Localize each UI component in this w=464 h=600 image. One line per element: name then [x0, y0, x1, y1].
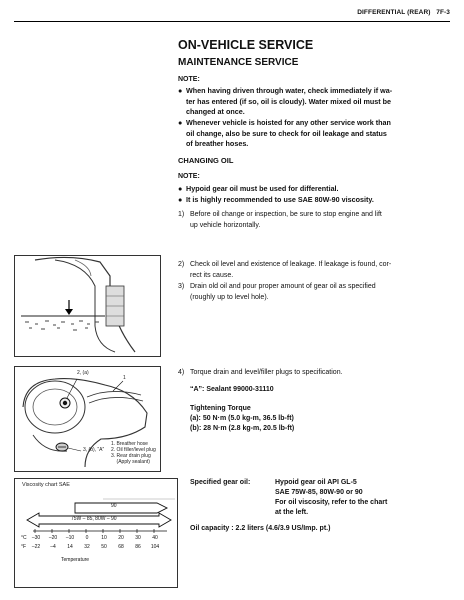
fahrenheit-tick: –22	[31, 544, 41, 550]
figure-legend	[111, 441, 156, 465]
header-rule	[14, 21, 450, 22]
celsius-tick: 0	[85, 535, 89, 541]
note2-label: NOTE:	[178, 173, 200, 180]
header-title: DIFFERENTIAL (REAR)	[357, 9, 431, 16]
bullet-icon: ●	[178, 86, 183, 95]
changing-oil-title: CHANGING OIL	[178, 156, 234, 165]
note-line: Whenever vehicle is hoisted for any other service work than	[186, 118, 391, 127]
spec-line: For oil viscosity, refer to the chart	[275, 499, 388, 506]
step-line: Torque drain and level/filler plugs to specification.	[190, 369, 343, 376]
step-line: (roughly up to level hole).	[190, 293, 269, 301]
step-line: rect its cause.	[190, 271, 234, 279]
note-line: of breather hoses.	[186, 139, 249, 148]
fahrenheit-tick: 104	[150, 544, 160, 550]
step-4	[178, 368, 450, 379]
step-line: Check oil level and existence of leakage. If leakage is found, cor-	[190, 261, 392, 268]
step-line: Before oil change or inspection, be sure to stop engine and lift	[190, 211, 382, 218]
note-item	[178, 86, 450, 118]
celsius-tick: 20	[118, 535, 124, 541]
spec-line: at the left.	[275, 509, 309, 516]
grade-90-label: 90	[111, 503, 117, 509]
callout-drain-3: 3, (b), “A”	[83, 447, 105, 453]
step-3	[178, 282, 450, 303]
step-number: 3)	[178, 283, 185, 290]
note-line: changed at once.	[186, 107, 245, 116]
callout-hose-1: 1	[123, 375, 126, 381]
oil-capacity: Oil capacity : 2.2 liters (4.6/3.9 US/Imp. pt.)	[190, 525, 331, 532]
step-number: 2)	[178, 261, 185, 268]
page-number: 7F-3	[436, 9, 450, 16]
spec-label: Specified gear oil:	[190, 479, 251, 486]
torque-line-b: (b): 28 N·m (2.8 kg-m, 20.5 lb-ft)	[190, 425, 295, 432]
fahrenheit-tick: 32	[84, 544, 90, 550]
note2-line: Hypoid gear oil must be used for differential.	[186, 184, 339, 193]
step-line: Drain old oil and pour proper amount of gear oil as specified	[190, 283, 376, 290]
fahrenheit-unit: °F	[21, 544, 27, 550]
legend-item: (Apply sealant)	[111, 459, 150, 465]
section-title: ON-VEHICLE SERVICE	[178, 38, 314, 52]
note-line: ter has entered (if so, oil is cloudy). Water mixed oil must be	[186, 96, 392, 106]
callout-plug-2: 2, (a)	[77, 370, 89, 376]
celsius-tick: –20	[48, 535, 58, 541]
subsection-title: MAINTENANCE SERVICE	[178, 57, 299, 68]
sealant-spec: “A”: Sealant 99000-31110	[190, 386, 274, 393]
fahrenheit-tick: 50	[101, 544, 107, 550]
page-header	[357, 9, 450, 16]
fahrenheit-tick: 68	[118, 544, 124, 550]
note2-item	[178, 184, 450, 195]
legend-item: 1. Breather hose	[111, 441, 148, 447]
step-1	[178, 210, 450, 231]
legend-item: 2. Oil filler/level plug	[111, 447, 156, 453]
viscosity-chart	[14, 478, 178, 588]
note-item	[178, 118, 450, 150]
torque-line-a: (a): 50 N·m (5.0 kg-m, 36.5 lb-ft)	[190, 415, 294, 422]
spec-line: SAE 75W-85, 80W-90 or 90	[275, 489, 363, 496]
note-line: oil change, also be sure to check for oil leakage and status	[186, 128, 387, 138]
celsius-tick: 30	[135, 535, 141, 541]
fahrenheit-tick: 14	[67, 544, 73, 550]
fahrenheit-tick: 86	[135, 544, 141, 550]
step-2	[178, 260, 450, 281]
temperature-axis-label: Temperature	[61, 557, 90, 563]
celsius-tick: –10	[65, 535, 75, 541]
legend-item: 3. Rear drain plug	[111, 453, 151, 459]
fahrenheit-tick: –4	[50, 544, 56, 550]
torque-title: Tightening Torque	[190, 405, 251, 412]
oil-level-figure	[14, 255, 161, 357]
grade-multi-label: 75W – 85, 80W – 90	[71, 516, 117, 522]
step-line: up vehicle horizontally.	[190, 221, 261, 229]
spec-line: Hypoid gear oil API GL-5	[275, 479, 357, 486]
step-number: 4)	[178, 369, 185, 376]
celsius-tick: 10	[101, 535, 107, 541]
celsius-unit: °C	[21, 535, 27, 541]
note2-item	[178, 195, 450, 206]
step-number: 1)	[178, 211, 185, 218]
spec-values	[275, 478, 387, 518]
celsius-tick: 40	[152, 535, 158, 541]
note2-line: It is highly recommended to use SAE 80W-90 viscosity.	[186, 195, 374, 204]
note-label: NOTE:	[178, 76, 200, 83]
celsius-tick: –30	[31, 535, 41, 541]
bullet-icon: ●	[178, 184, 183, 193]
bullet-icon: ●	[178, 195, 183, 204]
note-line: When having driven through water, check immediately if wa-	[186, 86, 393, 95]
bullet-icon: ●	[178, 118, 183, 127]
viscosity-chart-title: Viscosity chart SAE	[22, 482, 70, 488]
differential-figure	[14, 366, 161, 472]
